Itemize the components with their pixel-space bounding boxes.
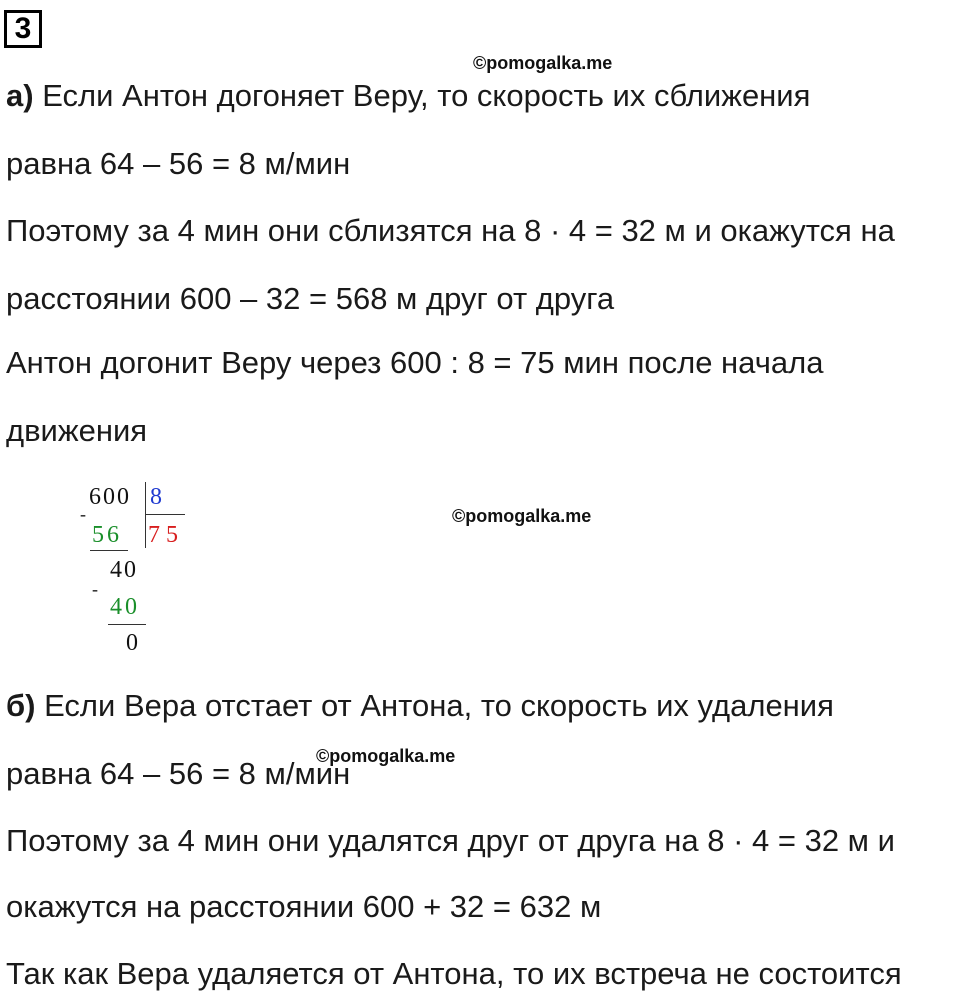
watermark: ©pomogalka.me bbox=[452, 506, 592, 526]
division-step1-remainder: 40 bbox=[110, 557, 138, 583]
part-a-line-5: Антон догонит Веру через 600 : 8 = 75 мин после начала bbox=[6, 345, 824, 380]
part-a-line-1-text: Если Антон догоняет Веру, то скорость их сближения bbox=[33, 78, 811, 113]
part-b-line-5: Так как Вера удаляется от Антона, то их встреча не состоится bbox=[6, 956, 902, 991]
division-quotient: 75 bbox=[148, 522, 184, 548]
watermark: ©pomogalka.me bbox=[316, 746, 456, 766]
part-b-line-2: равна 64 – 56 = 8 м/мин bbox=[6, 756, 351, 791]
division-divisor: 8 bbox=[150, 484, 162, 510]
part-a-line-4: расстоянии 600 – 32 = 568 м друг от друга bbox=[6, 281, 615, 316]
part-a-line-6: движения bbox=[6, 413, 148, 448]
part-a-line-2: равна 64 – 56 = 8 м/мин bbox=[6, 146, 351, 181]
division-step1-subtract: 56 bbox=[92, 522, 122, 548]
part-b-line-4: окажутся на расстоянии 600 + 32 = 632 м bbox=[6, 889, 602, 924]
division-minus-2: - bbox=[92, 579, 98, 599]
part-a-line-1 bbox=[6, 76, 810, 116]
part-a-label: а) bbox=[6, 78, 34, 113]
division-rule-2 bbox=[108, 624, 146, 625]
division-dividend: 600 bbox=[89, 484, 131, 510]
watermark: ©pomogalka.me bbox=[473, 53, 613, 73]
division-minus-1: - bbox=[80, 504, 86, 524]
part-b-line-1-text: Если Вера отстает от Антона, то скорость их удаления bbox=[35, 688, 834, 723]
part-a-line-3: Поэтому за 4 мин они сблизятся на 8 · 4 = 32 м и окажутся на bbox=[6, 213, 895, 248]
division-step2-subtract: 40 bbox=[110, 594, 140, 620]
part-b-line-1 bbox=[6, 686, 834, 726]
task-number-box: 3 bbox=[4, 10, 42, 48]
division-final-remainder: 0 bbox=[126, 630, 138, 656]
division-vertical-rule bbox=[145, 482, 146, 548]
division-rule-1 bbox=[90, 550, 128, 551]
division-divisor-rule bbox=[145, 514, 185, 515]
part-b-line-3: Поэтому за 4 мин они удалятся друг от друга на 8 · 4 = 32 м и bbox=[6, 823, 895, 858]
part-b-label: б) bbox=[6, 688, 36, 723]
